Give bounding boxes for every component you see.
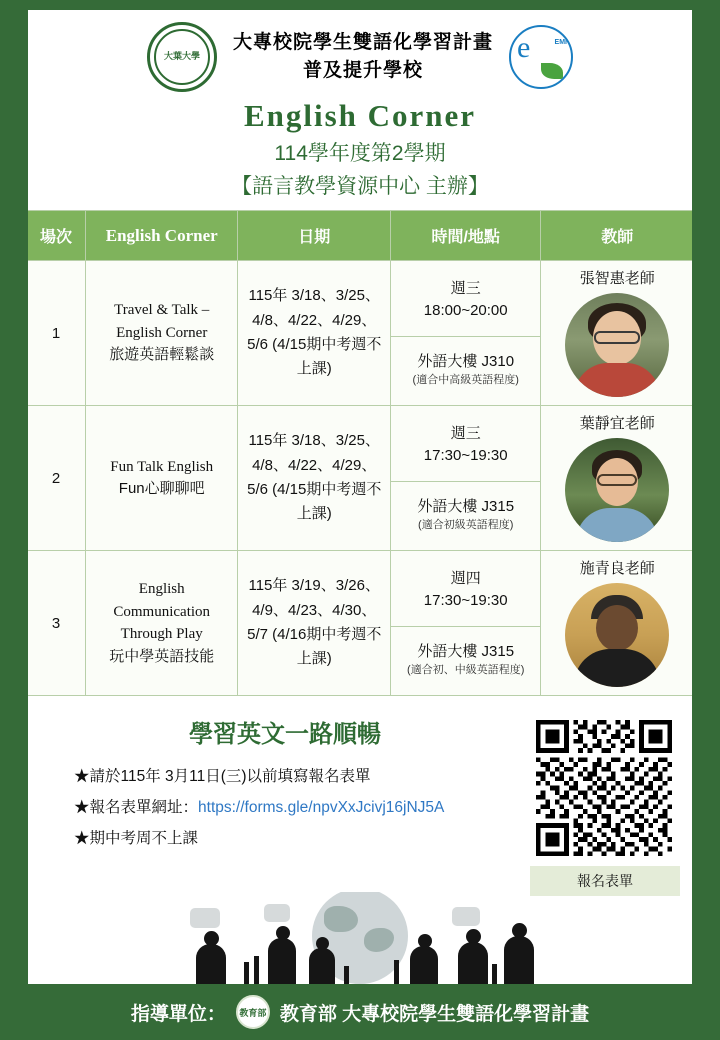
poster-footer: [14, 984, 706, 1040]
schedule-table: [26, 210, 694, 696]
face-shape: [596, 605, 638, 651]
teacher-photo-3: [565, 583, 669, 687]
location-slot: [391, 337, 540, 402]
location-slot: [391, 627, 540, 692]
person-body: [309, 948, 335, 984]
person-body: [504, 936, 534, 984]
level-note: (適合初級英語程度): [418, 518, 514, 531]
title-block: [14, 98, 706, 200]
glasses-icon: [597, 474, 637, 486]
title-term: 114學年度第2學期: [274, 142, 446, 165]
person-body: [268, 938, 296, 984]
time-slot: [391, 554, 540, 627]
cell-time-location: [390, 261, 540, 406]
th-session: 場次: [27, 211, 86, 261]
cell-session-no: 2: [27, 406, 86, 551]
course-name-en: Fun Talk English: [110, 458, 214, 475]
decorative-bar: [254, 956, 259, 984]
time-slot: [391, 409, 540, 482]
table-header-row: [27, 211, 694, 261]
qr-code[interactable]: [530, 714, 678, 862]
cell-session-no: 3: [27, 551, 86, 696]
emi-logo-letter: e: [517, 31, 531, 64]
note-deadline: ★請於115年 3月11日(三)以前填寫報名表單: [74, 768, 371, 785]
person-body: [458, 942, 488, 984]
program-title-line1: 大專校院學生雙語化學習計畫: [232, 32, 493, 54]
poster-header: [14, 10, 706, 94]
course-name-zh: 旅遊英語輕鬆談: [109, 346, 215, 364]
university-logo-text: 大葉大學: [154, 29, 210, 85]
program-title: [233, 29, 493, 84]
qr-label: 報名表單: [530, 866, 680, 896]
cell-course-name: [85, 406, 238, 551]
time-slot: [391, 264, 540, 337]
table-row: [27, 261, 694, 406]
cell-teacher: [541, 261, 694, 406]
bottom-section: [14, 696, 706, 889]
title-host: 【語言教學資源中心 主辦】: [231, 175, 489, 198]
person-body: [410, 946, 438, 984]
cell-teacher: [541, 406, 694, 551]
location: 外語大樓 J310: [417, 352, 515, 370]
location: 外語大樓 J315: [417, 497, 515, 515]
table-row: [27, 551, 694, 696]
course-name-zh: 玩中學英語技能: [109, 647, 215, 665]
speech-bubble: [264, 904, 290, 922]
emi-logo: [509, 25, 573, 89]
footer-label: 指導單位：: [130, 1003, 226, 1025]
decorative-bar: [394, 960, 399, 984]
time-range: 18:00~20:00: [423, 302, 508, 320]
course-name-en: Travel & Talk – English Corner: [114, 302, 210, 341]
border-right: [692, 10, 706, 1040]
emi-logo-text: EMI: [554, 39, 567, 46]
th-teacher: 教師: [541, 211, 694, 261]
decorative-bar: [344, 966, 349, 984]
cell-time-location: [390, 551, 540, 696]
location: 外語大樓 J315: [417, 642, 515, 660]
border-left: [14, 10, 28, 1040]
person-body: [196, 944, 226, 984]
slogan: 學習英文一路順暢: [189, 721, 381, 748]
body-shape: [574, 649, 660, 687]
footer-org: 教育部 大專校院學生雙語化學習計畫: [279, 1003, 590, 1025]
body-shape: [576, 508, 658, 542]
weekday: 週四: [450, 570, 481, 588]
university-logo: [147, 22, 217, 92]
cell-time-location: [390, 406, 540, 551]
form-url-link[interactable]: https://forms.gle/npvXxJcivj16jNJ5A: [198, 799, 445, 816]
course-name-zh: Fun心聊聊吧: [118, 480, 205, 497]
teacher-name: 施青良老師: [579, 560, 655, 577]
table-row: [27, 406, 694, 551]
note-form-label: ★報名表單網址：: [74, 799, 199, 816]
people-silhouette-illustration: [14, 892, 706, 984]
cell-session-no: 1: [27, 261, 86, 406]
cell-date: 115年 3/19、3/26、4/9、4/23、4/30、5/7 (4/16期中考週不上課): [238, 551, 391, 696]
cell-course-name: [85, 261, 238, 406]
title-english-corner: English Corner: [243, 98, 477, 133]
qr-box: [530, 714, 680, 896]
leaf-icon: [541, 63, 563, 79]
note-exam-week: ★期中考周不上課: [74, 830, 199, 847]
moe-logo: 教育部: [236, 995, 270, 1029]
course-name-en: English Communication Through Play: [113, 581, 211, 642]
cell-date: 115年 3/18、3/25、4/8、4/22、4/29、5/6 (4/15期中考週不上課): [238, 261, 391, 406]
cell-date: 115年 3/18、3/25、4/8、4/22、4/29、5/6 (4/15期中考週不上課): [238, 406, 391, 551]
program-title-line2: 普及提升學校: [302, 60, 423, 81]
weekday: 週三: [450, 425, 481, 443]
teacher-photo-2: [565, 438, 669, 542]
decorative-bar: [492, 964, 497, 984]
speech-bubble: [190, 908, 220, 928]
schedule-table-wrap: [14, 200, 706, 696]
location-slot: [391, 482, 540, 547]
th-english-corner: English Corner: [85, 211, 238, 261]
decorative-bar: [244, 962, 249, 984]
th-date: 日期: [238, 211, 391, 261]
weekday: 週三: [450, 280, 481, 298]
time-range: 17:30~19:30: [423, 592, 508, 610]
speech-bubble: [452, 907, 480, 926]
body-shape: [574, 363, 660, 397]
time-range: 17:30~19:30: [423, 447, 508, 465]
th-time-location: 時間/地點: [390, 211, 540, 261]
glasses-icon: [594, 331, 640, 344]
cell-teacher: [541, 551, 694, 696]
teacher-name: 張智惠老師: [579, 270, 655, 287]
teacher-name: 葉靜宜老師: [579, 415, 655, 432]
level-note: (適合中高級英語程度): [412, 373, 519, 386]
teacher-photo-1: [565, 293, 669, 397]
cell-course-name: [85, 551, 238, 696]
level-note: (適合初、中級英語程度): [407, 663, 525, 676]
